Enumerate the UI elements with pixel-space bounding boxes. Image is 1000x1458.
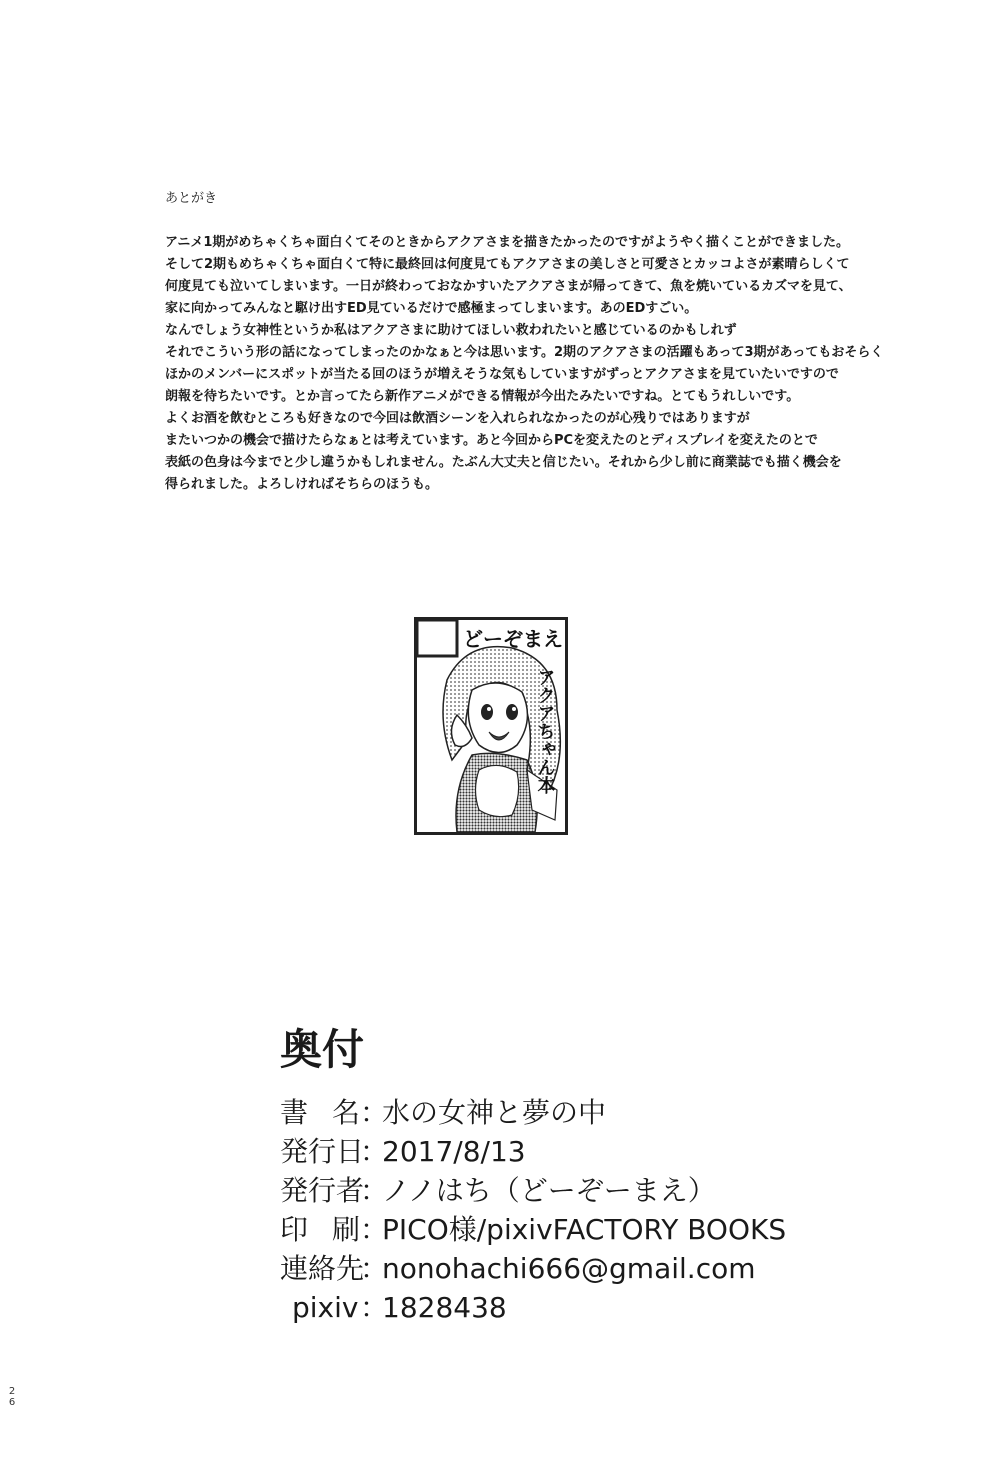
afterword-body xyxy=(165,232,945,496)
colophon-label: 発行者 xyxy=(280,1174,365,1207)
book-title-vertical-text: アクアちゃん本 xyxy=(534,668,556,794)
afterword-line: 家に向かってみんなと駆け出すED見ているだけで感極まってしまいます。あのEDすごい。 xyxy=(165,301,698,316)
colophon-value: 水の女神と夢の中 xyxy=(382,1096,607,1129)
page-number xyxy=(8,1386,16,1408)
colophon-value: nonohachi666@gmail.com xyxy=(382,1252,756,1285)
colophon-colon: ： xyxy=(360,1174,389,1207)
page-number-digit: 6 xyxy=(8,1397,16,1408)
colophon-label: pixiv xyxy=(292,1291,359,1324)
label-char: 印 xyxy=(280,1213,309,1246)
afterword-line: 得られました。よろしければそちらのほうも。 xyxy=(165,477,439,492)
afterword-line: またいつかの機会で描けたらなぁとは考えています。あと今回からPCを変えたのとディスプレイを変えたのとで xyxy=(165,433,818,448)
circle-cut-illustration xyxy=(414,617,568,835)
colophon-row-printer xyxy=(280,1210,786,1249)
colophon-colon: ： xyxy=(360,1213,389,1246)
page-number-digit: 2 xyxy=(8,1386,16,1397)
colophon-value: ノノはち（どーぞーまえ） xyxy=(382,1174,716,1207)
colophon-label xyxy=(280,1210,360,1249)
colophon-label: 連絡先 xyxy=(280,1252,365,1285)
afterword-title: あとがき xyxy=(165,191,218,206)
afterword-line: よくお酒を飲むところも好きなので今回は飲酒シーンを入れられなかったのが心残りではありますが xyxy=(165,411,750,426)
colophon-label xyxy=(280,1093,360,1132)
colophon-row-pixiv xyxy=(280,1288,786,1327)
colophon-row-publisher xyxy=(280,1171,786,1210)
colophon-value: 1828438 xyxy=(382,1291,507,1324)
colophon-value: PICO様/pixivFACTORY BOOKS xyxy=(382,1213,787,1246)
afterword-line: それでこういう形の話になってしまったのかなぁと今は思います。2期のアクアさまの活躍もあって3期があってもおそらく xyxy=(165,345,884,360)
colophon-colon: ： xyxy=(360,1135,389,1168)
colophon-colon: ： xyxy=(360,1291,389,1324)
check-box xyxy=(417,620,457,656)
afterword-line: 朗報を待ちたいです。とか言ってたら新作アニメができる情報が今出たみたいですね。とてもうれしいです。 xyxy=(165,389,800,404)
afterword-line: ほかのメンバーにスポットが当たる回のほうが増えそうな気もしていますがずっとアクアさまを見ていたいですので xyxy=(165,367,839,382)
colophon-table xyxy=(280,1093,786,1327)
afterword-line: アニメ1期がめちゃくちゃ面白くてそのときからアクアさまを描きたかったのですがようやく描くことができました。 xyxy=(165,235,850,250)
colophon-row-title xyxy=(280,1093,786,1132)
circle-name-text: どーぞまえ xyxy=(463,627,563,651)
afterword-line: そして2期もめちゃくちゃ面白くて特に最終回は何度見てもアクアさまの美しさと可愛さとカッコよさが素晴らしくて xyxy=(165,257,850,272)
label-char: 名 xyxy=(331,1096,360,1129)
label-char: 刷 xyxy=(331,1213,360,1246)
colophon-label: 発行日 xyxy=(280,1135,365,1168)
afterword-line: なんでしょう女神性というか私はアクアさまに助けてほしい救われたいと感じているのかもしれず xyxy=(165,323,737,338)
colophon-colon: ： xyxy=(360,1252,389,1285)
afterword-line: 何度見ても泣いてしまいます。一日が終わっておなかすいたアクアさまが帰ってきて、魚を焼いているカズマを見て、 xyxy=(165,279,852,294)
colophon-value: 2017/8/13 xyxy=(382,1135,526,1168)
colophon-heading: 奥付 xyxy=(280,1025,365,1074)
colophon-colon: ： xyxy=(360,1096,389,1129)
colophon-row-contact xyxy=(280,1249,786,1288)
colophon-row-date xyxy=(280,1132,786,1171)
afterword-line: 表紙の色身は今までと少し違うかもしれません。たぶん大丈夫と信じたい。それから少し前に商業誌でも描く機会を xyxy=(165,455,842,470)
circle-cut-art xyxy=(417,620,565,832)
label-char: 書 xyxy=(280,1096,309,1129)
